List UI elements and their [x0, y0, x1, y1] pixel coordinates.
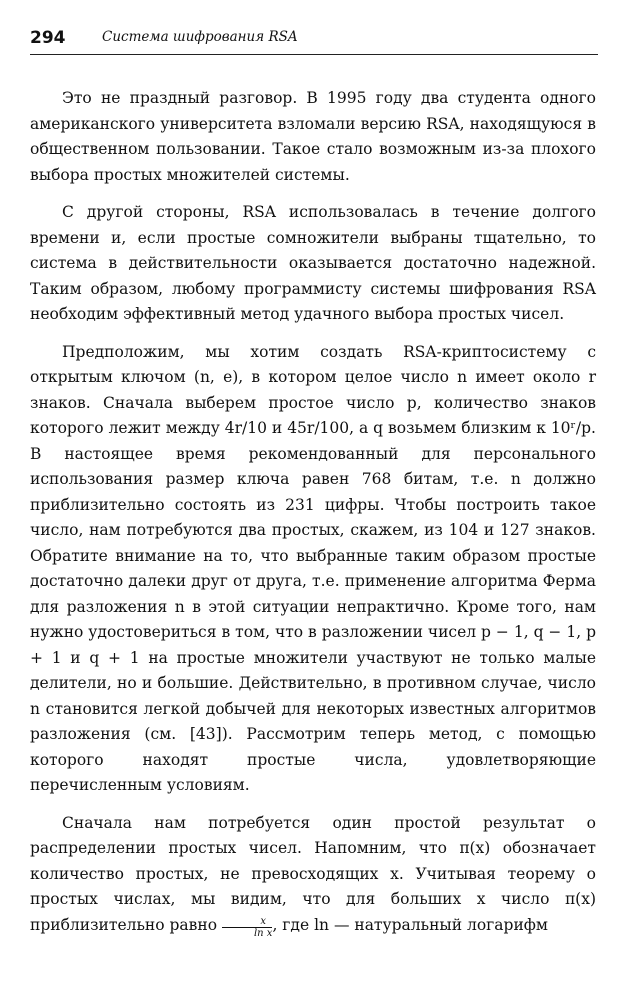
page-body — [30, 86, 596, 939]
fraction-denominator: ln x — [253, 927, 273, 939]
paragraph-3: Предположим, мы хотим создать RSA-криптосистему с открытым ключом (n, e), в котором целое число n имеет около r знаков. Сначала выберем простое число p, количество знаков которого лежит между 4r/10 и 45r/100, а q возьмем близким к 10ʳ/p. В настоящее время рекомендованный для персонального использования размер ключа равен 768 битам, т.е. n должно приблизительно состоять из 231 цифры. Чтобы построить такое число, нам потребуются два простых, скажем, из 104 и 127 знаков. Обратите внимание на то, что выбранные таким образом простые достаточно далеки друг от друга, т.е. применение алгоритма Ферма для разложения n в этой ситуации непрактично. Кроме того, нам нужно удостовериться в том, что в разложении чисел p − 1, q − 1, p + 1 и q + 1 на простые множители участвуют не только малые делители, но и большие. Действительно, в противном случае, число n становится легкой добычей для некоторых известных алгоритмов разложения (см. [43]). Рассмотрим теперь метод, с помощью которого находят простые числа, удовлетворяющие перечисленным условиям. — [30, 342, 596, 794]
paragraph-2: С другой стороны, RSA использовалась в течение долгого времени и, если простые сомножители выбраны тщательно, то система в действительности оказывается достаточно надежной. Таким образом, любому программисту системы шифрования RSA необходим эффективный метод удачного выбора простых чисел. — [30, 203, 596, 323]
fraction-numerator: x — [222, 916, 272, 928]
paragraph-1: Это не праздный разговор. В 1995 году два студента одного американского университета взломали версию RSA, находящуюся в общественном пользовании. Такое стало возможным из-за плохого выбора простых множителей системы. — [30, 89, 596, 184]
paragraph-4-text-before: Сначала нам потребуется один простой результат о распределении простых чисел. Напомним, что π(x) обозначает количество простых, не превосходящих x. Учитывая теорему о простых числах, мы видим, что для больших x число π(x) приблизительно равно — [30, 813, 596, 934]
fraction-x-over-ln-x — [222, 916, 272, 939]
page-header — [30, 28, 598, 55]
paragraph-4 — [30, 811, 596, 939]
running-head: Система шифрования RSA — [102, 29, 298, 45]
page-number: 294 — [30, 28, 66, 48]
paragraph-4-text-after: , где ln — натуральный логарифм — [272, 915, 548, 934]
